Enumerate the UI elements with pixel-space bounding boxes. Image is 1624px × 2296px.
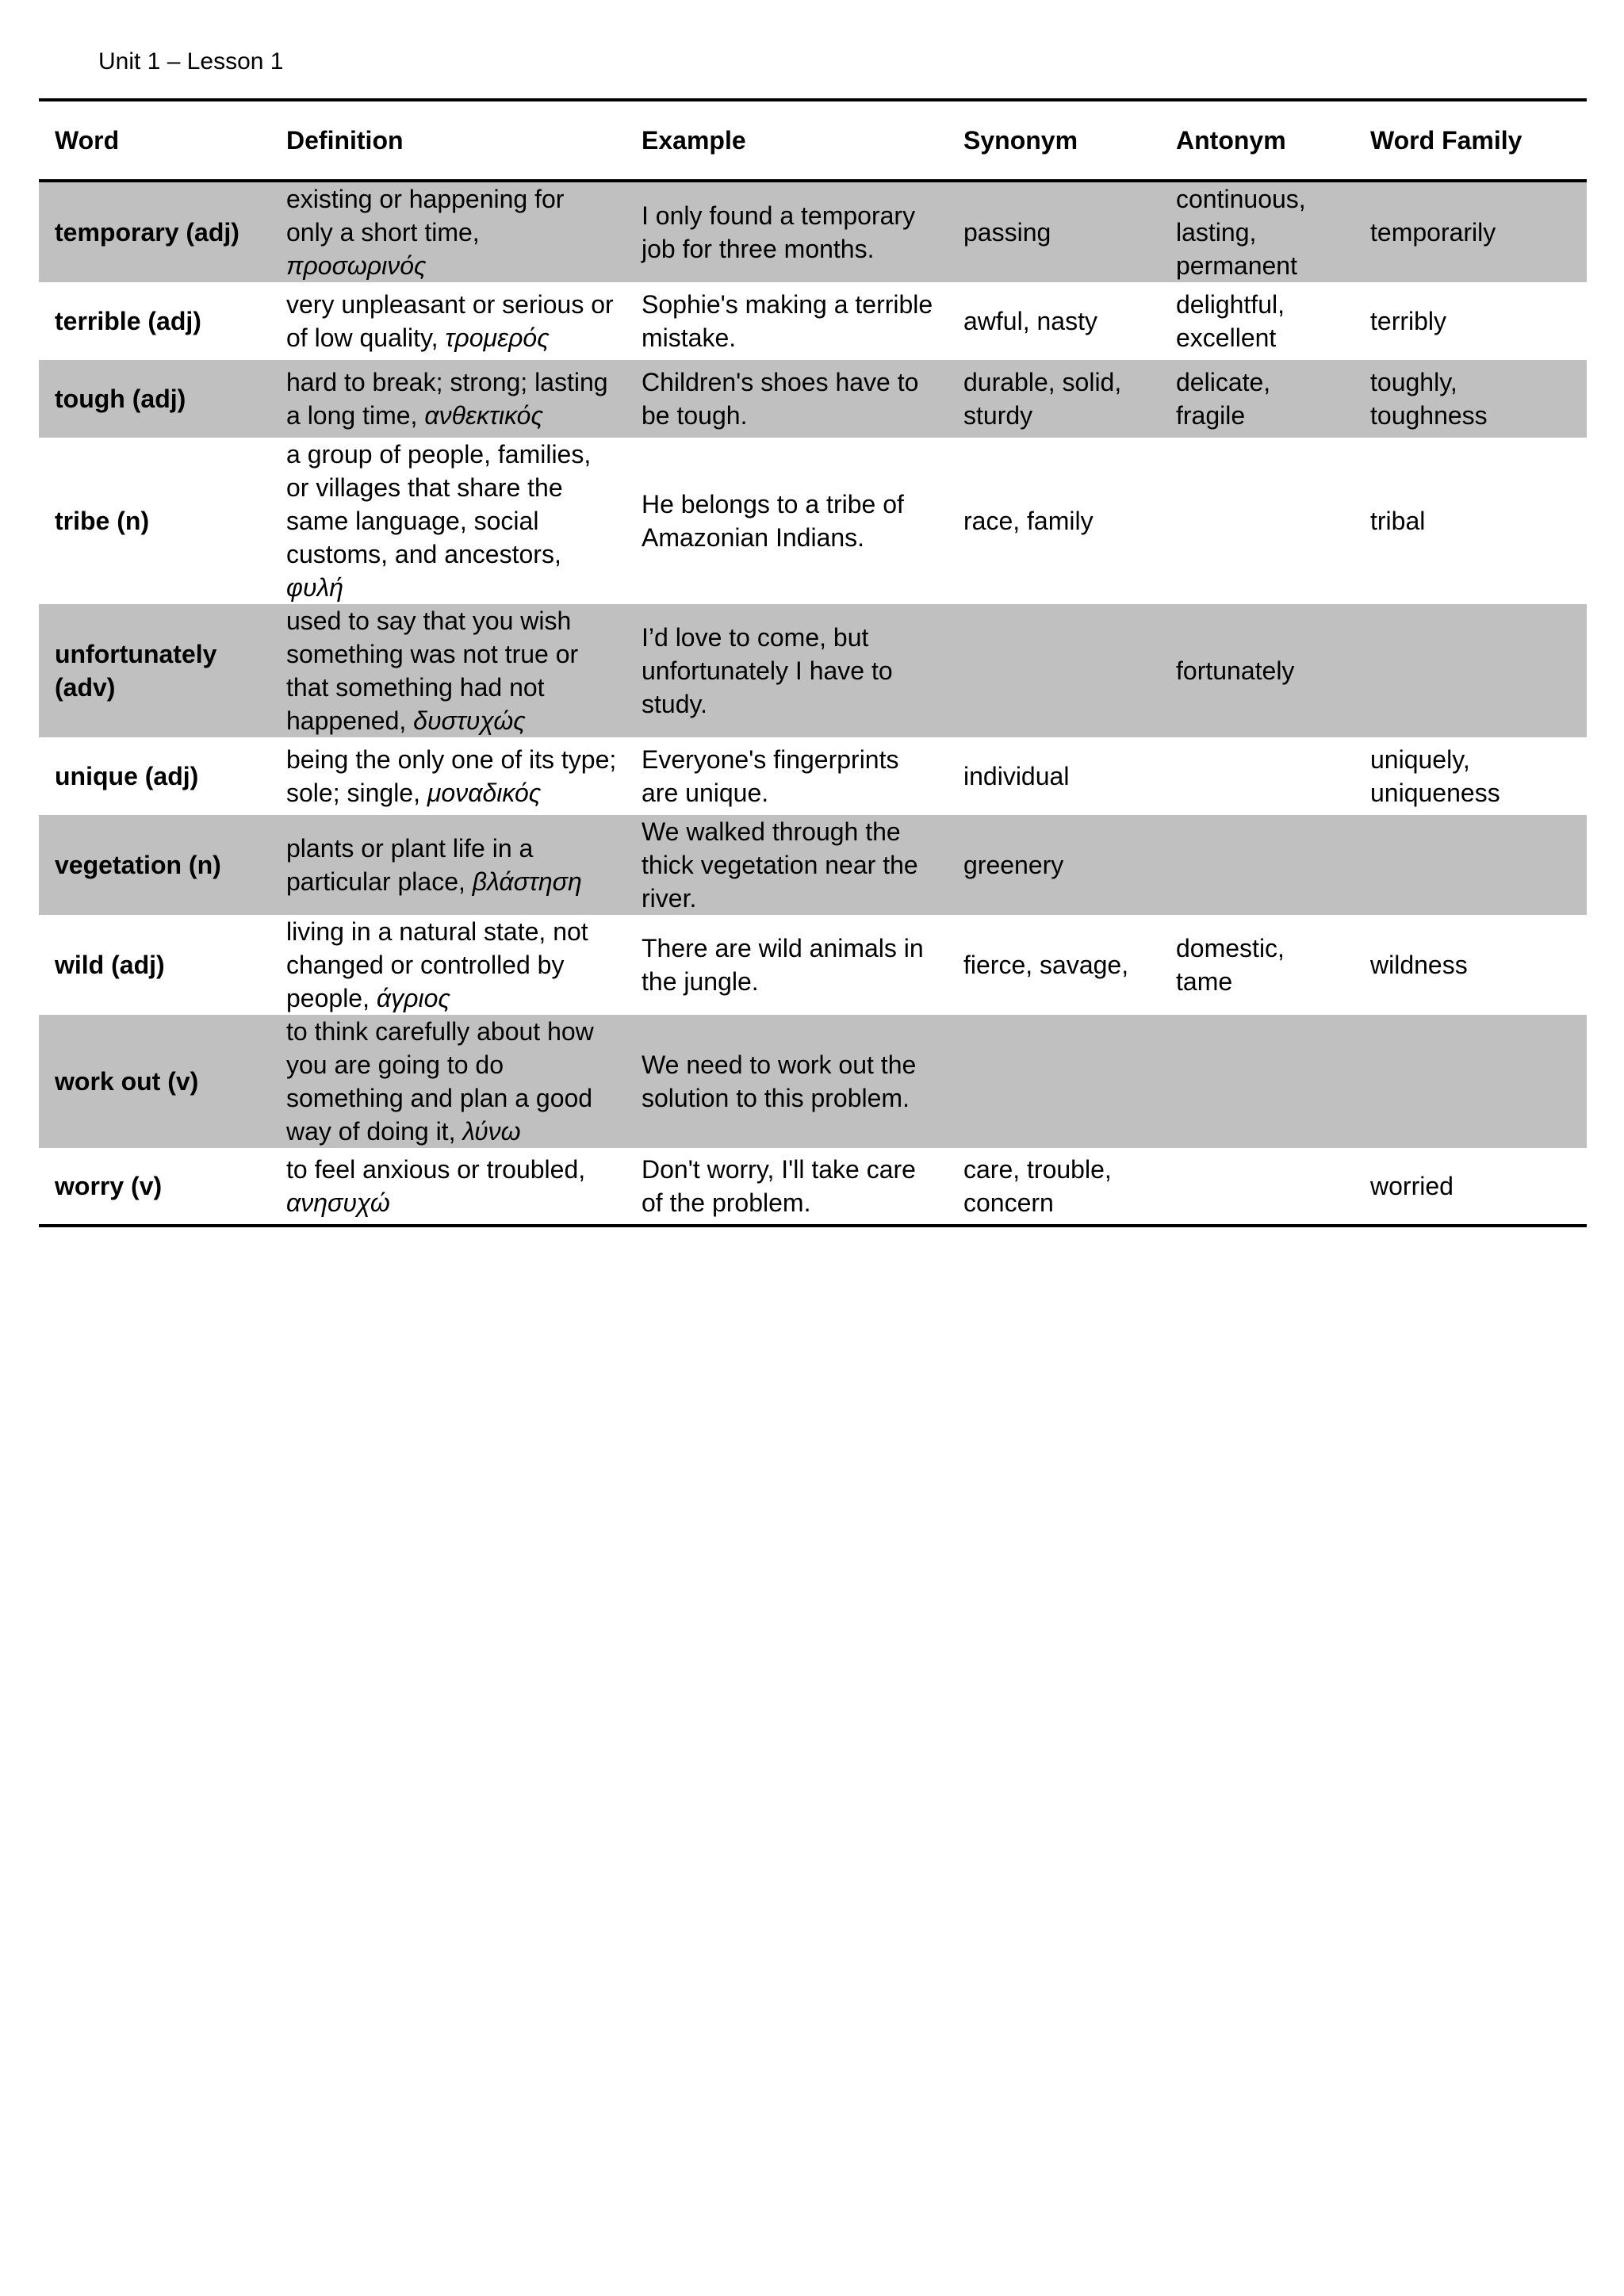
word-cell: work out (v) xyxy=(55,1067,199,1096)
word-family-cell: terribly xyxy=(1370,307,1447,335)
greek-translation: προσωρινός xyxy=(286,251,427,280)
definition-text: living in a natural state, not changed or controlled by people, xyxy=(286,917,588,1012)
definition-cell xyxy=(270,915,626,1015)
table-row xyxy=(39,438,1587,604)
definition-text: being the only one of its type; sole; single, xyxy=(286,745,617,807)
word-cell: terrible (adj) xyxy=(55,307,201,335)
page-title: Unit 1 – Lesson 1 xyxy=(98,48,284,75)
example-cell: Children's shoes have to be tough. xyxy=(642,368,919,430)
definition-cell xyxy=(270,1015,626,1148)
synonym-cell xyxy=(948,604,1160,737)
word-cell: tough (adj) xyxy=(55,385,186,413)
table-row xyxy=(39,815,1587,915)
table-header xyxy=(39,100,1587,181)
definition-text: existing or happening for only a short time, xyxy=(286,185,565,247)
greek-translation: δυστυχώς xyxy=(413,706,526,735)
synonym-cell: awful, nasty xyxy=(963,307,1097,335)
greek-translation: ανησυχώ xyxy=(286,1188,390,1217)
definition-text: very unpleasant or serious or of low quality, xyxy=(286,290,614,352)
word-cell: unfortunately (adv) xyxy=(55,640,217,702)
antonym-cell: continuous, lasting, permanent xyxy=(1176,185,1306,280)
word-family-cell: tribal xyxy=(1370,507,1426,535)
column-header-example: Example xyxy=(642,126,746,155)
table-row xyxy=(39,181,1587,282)
antonym-cell xyxy=(1160,438,1354,604)
definition-cell xyxy=(270,737,626,815)
table-body xyxy=(39,181,1587,1226)
antonym-cell: delicate, fragile xyxy=(1176,368,1271,430)
example-cell: We walked through the thick vegetation near the river. xyxy=(642,817,918,913)
table-row xyxy=(39,737,1587,815)
example-cell: I’d love to come, but unfortunately I have to study. xyxy=(642,623,893,718)
example-cell: We need to work out the solution to this problem. xyxy=(642,1050,917,1112)
table-row xyxy=(39,1148,1587,1226)
definition-cell xyxy=(270,604,626,737)
antonym-cell xyxy=(1160,737,1354,815)
definition-cell xyxy=(270,181,626,282)
antonym-cell xyxy=(1160,815,1354,915)
column-header-word: Word xyxy=(55,126,120,155)
word-family-cell xyxy=(1354,1015,1587,1148)
example-cell: I only found a temporary job for three months. xyxy=(642,201,916,263)
table-row xyxy=(39,282,1587,360)
synonym-cell xyxy=(948,1015,1160,1148)
word-cell: wild (adj) xyxy=(55,951,165,979)
word-family-cell: worried xyxy=(1370,1172,1454,1200)
header-row xyxy=(39,100,1587,181)
greek-translation: λύνω xyxy=(462,1117,521,1146)
definition-cell xyxy=(270,360,626,438)
greek-translation: τρομερός xyxy=(445,323,550,352)
word-family-cell xyxy=(1354,604,1587,737)
definition-text: to think carefully about how you are going to do something and plan a good way of doing it, xyxy=(286,1017,594,1146)
definition-cell xyxy=(270,1148,626,1226)
definition-cell xyxy=(270,438,626,604)
word-cell: unique (adj) xyxy=(55,762,199,790)
example-cell: There are wild animals in the jungle. xyxy=(642,934,924,996)
word-cell: vegetation (n) xyxy=(55,851,221,879)
example-cell: Everyone's fingerprints are unique. xyxy=(642,745,899,807)
example-cell: He belongs to a tribe of Amazonian Indians. xyxy=(642,490,904,552)
word-cell: worry (v) xyxy=(55,1172,163,1200)
word-family-cell: uniquely, uniqueness xyxy=(1370,745,1500,807)
greek-translation: βλάστηση xyxy=(472,867,582,896)
greek-translation: μοναδικός xyxy=(427,779,542,807)
synonym-cell: fierce, savage, xyxy=(963,951,1129,979)
antonym-cell: delightful, excellent xyxy=(1176,290,1285,352)
column-header-word-family: Word Family xyxy=(1370,126,1522,155)
definition-text: a group of people, families, or villages that share the same language, social customs, and ancestors, xyxy=(286,440,592,568)
table-row xyxy=(39,360,1587,438)
example-cell: Sophie's making a terrible mistake. xyxy=(642,290,933,352)
antonym-cell: fortunately xyxy=(1176,656,1295,685)
definition-cell xyxy=(270,815,626,915)
synonym-cell: care, trouble, concern xyxy=(963,1155,1112,1217)
antonym-cell: domestic, tame xyxy=(1176,934,1285,996)
synonym-cell: durable, solid, sturdy xyxy=(963,368,1122,430)
word-cell: tribe (n) xyxy=(55,507,150,535)
column-header-synonym: Synonym xyxy=(963,126,1078,155)
greek-translation: άγριος xyxy=(376,984,450,1012)
column-header-definition: Definition xyxy=(286,126,404,155)
antonym-cell xyxy=(1160,1015,1354,1148)
example-cell: Don't worry, I'll take care of the problem. xyxy=(642,1155,916,1217)
greek-translation: ανθεκτικός xyxy=(424,401,544,430)
table-row xyxy=(39,604,1587,737)
definition-text: plants or plant life in a particular place, xyxy=(286,834,534,896)
synonym-cell: passing xyxy=(963,218,1051,247)
table-row xyxy=(39,915,1587,1015)
synonym-cell: individual xyxy=(963,762,1070,790)
synonym-cell: greenery xyxy=(963,851,1064,879)
definition-cell xyxy=(270,282,626,360)
definition-text: to feel anxious or troubled, xyxy=(286,1155,586,1184)
word-family-cell xyxy=(1354,815,1587,915)
word-family-cell: wildness xyxy=(1370,951,1468,979)
antonym-cell xyxy=(1160,1148,1354,1226)
word-cell: temporary (adj) xyxy=(55,218,239,247)
word-family-cell: toughly, toughness xyxy=(1370,368,1488,430)
word-family-cell: temporarily xyxy=(1370,218,1496,247)
definition-text: hard to break; strong; lasting a long time, xyxy=(286,368,608,430)
definition-text: used to say that you wish something was not true or that something had not happened, xyxy=(286,607,579,735)
greek-translation: φυλή xyxy=(286,573,343,602)
table-row xyxy=(39,1015,1587,1148)
vocabulary-table xyxy=(39,98,1587,1227)
column-header-antonym: Antonym xyxy=(1176,126,1286,155)
synonym-cell: race, family xyxy=(963,507,1094,535)
